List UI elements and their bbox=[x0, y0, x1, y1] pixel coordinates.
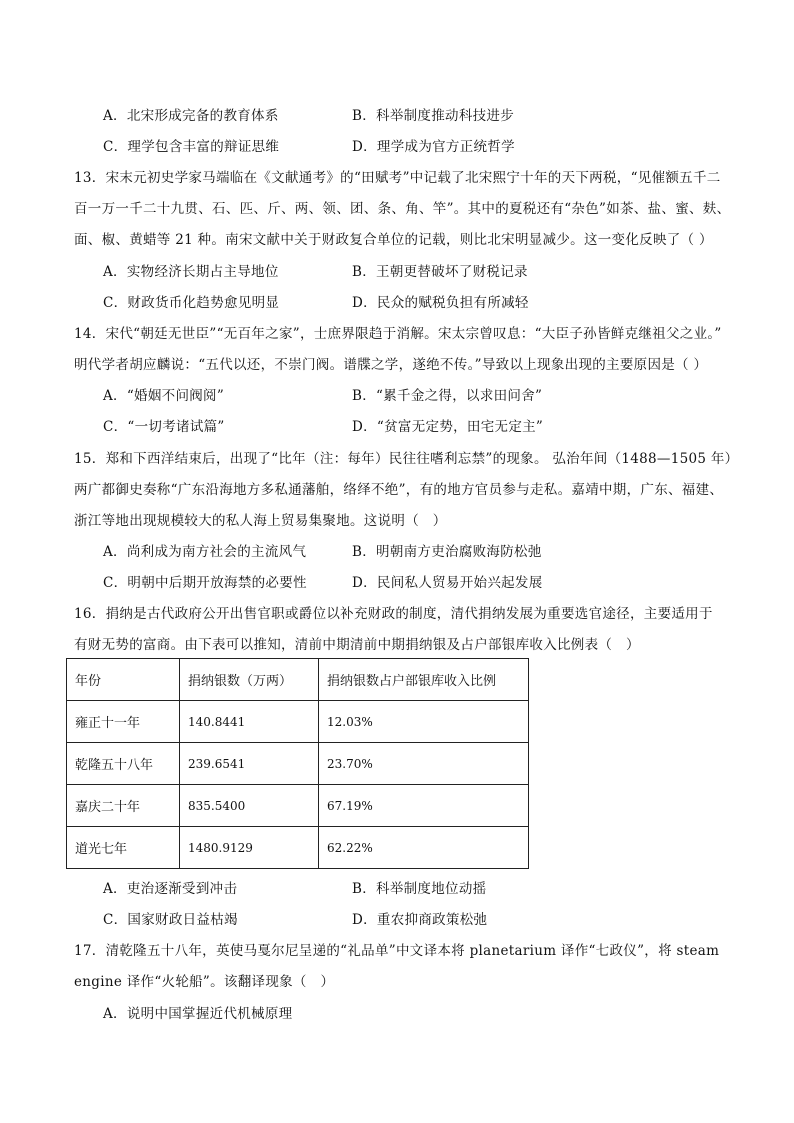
q15-option-b: B．明朝南方吏治腐败海防松弛 bbox=[352, 544, 542, 560]
table-cell-amount: 1480.9129 bbox=[180, 827, 319, 869]
q15-option-a: A．尚利成为南方社会的主流风气 bbox=[103, 544, 307, 560]
table-row bbox=[67, 701, 529, 743]
q12-option-a: A．北宋形成完备的教育体系 bbox=[103, 108, 279, 124]
q14-option-a: A．“婚姻不问阀阅” bbox=[103, 388, 225, 404]
table-cell-ratio: 67.19% bbox=[319, 785, 529, 827]
table-cell-amount: 239.6541 bbox=[180, 743, 319, 785]
q15-stem-line-3: 浙江等地出现规模较大的私人海上贸易集聚地。这说明（ ） bbox=[74, 513, 447, 529]
q13-option-b: B．王朝更替破坏了财税记录 bbox=[352, 264, 528, 280]
table-cell-amount: 835.5400 bbox=[180, 785, 319, 827]
table-cell-ratio: 23.70% bbox=[319, 743, 529, 785]
table-cell-ratio: 62.22% bbox=[319, 827, 529, 869]
table-header-cell: 捐纳银数占户部银库收入比例 bbox=[319, 659, 529, 701]
q16-option-d: D．重农抑商政策松弛 bbox=[352, 912, 488, 928]
q14-option-d: D．“贫富无定势，田宅无定主” bbox=[352, 419, 544, 435]
q17-stem-line-2: engine 译作“火轮船”。该翻译现象（ ） bbox=[74, 974, 335, 990]
q15-option-d: D．民间私人贸易开始兴起发展 bbox=[352, 575, 543, 591]
table-cell-year: 乾隆五十八年 bbox=[67, 743, 180, 785]
table-row bbox=[67, 743, 529, 785]
q13-option-c: C．财政货币化趋势愈见明显 bbox=[103, 295, 280, 311]
q14-option-b: B．“累千金之得，以求田问舍” bbox=[352, 388, 543, 404]
q15-option-c: C．明朝中后期开放海禁的必要性 bbox=[103, 575, 307, 591]
table-cell-year: 道光七年 bbox=[67, 827, 180, 869]
q13-option-a: A．实物经济长期占主导地位 bbox=[103, 264, 279, 280]
q12-option-b: B．科举制度推动科技进步 bbox=[352, 108, 515, 124]
q13-stem-line-3: 面、椒、黄蜡等 21 种。南宋文献中关于财政复合单位的记载，则比北宋明显减少。这一变化反映了（ ） bbox=[74, 232, 713, 248]
table-row bbox=[67, 785, 529, 827]
table-header-cell: 捐纳银数（万两） bbox=[180, 659, 319, 701]
q16-option-a: A．吏治逐渐受到冲击 bbox=[103, 881, 238, 897]
q17-stem-line-1: 17．清乾隆五十八年，英使马戛尔尼呈递的“礼品单”中文译本将 planetarium 译作“七政仪”，将 steam bbox=[74, 943, 720, 959]
table-row bbox=[67, 827, 529, 869]
table-cell-year: 雍正十一年 bbox=[67, 701, 180, 743]
q16-stem-line-2: 有财无势的富商。由下表可以推知，清前中期清前中期捐纳银及占户部银库收入比例表（ ） bbox=[74, 637, 640, 653]
q16-stem-line-1: 16．捐纳是古代政府公开出售官职或爵位以补充财政的制度，清代捐纳发展为重要选官途径，主要适用于 bbox=[74, 606, 713, 622]
q13-option-d: D．民众的赋税负担有所减轻 bbox=[352, 295, 529, 311]
q16-option-b: B．科举制度地位动摇 bbox=[352, 881, 487, 897]
q17-option-a: A．说明中国掌握近代机械原理 bbox=[103, 1006, 293, 1022]
table-cell-amount: 140.8441 bbox=[180, 701, 319, 743]
q12-option-c: C．理学包含丰富的辩证思维 bbox=[103, 139, 280, 155]
table-header-cell: 年份 bbox=[67, 659, 180, 701]
table-cell-year: 嘉庆二十年 bbox=[67, 785, 180, 827]
q14-option-c: C．“一切考诸试篇” bbox=[103, 419, 225, 435]
table-header-row bbox=[67, 659, 529, 701]
q13-stem-line-1: 13．宋末元初史学家马端临在《文献通考》的“田赋考”中记载了北宋熙宁十年的天下两税，“见催额五千二 bbox=[74, 170, 721, 186]
q16-option-c: C．国家财政日益枯竭 bbox=[103, 912, 238, 928]
q15-stem-line-1: 15．郑和下西洋结束后，出现了“比年（注：每年）民往往嗜利忘禁”的现象。 弘治年间（1488—1505 年） bbox=[74, 451, 739, 467]
table-cell-ratio: 12.03% bbox=[319, 701, 529, 743]
q13-stem-line-2: 百一万一千二十九贯、石、匹、斤、两、领、团、条、角、竿”。其中的夏税还有“杂色”如茶、盐、蜜、麸、 bbox=[74, 201, 731, 217]
q14-stem-line-1: 14．宋代“朝廷无世臣”“无百年之家”，士庶界限趋于消解。宋太宗曾叹息：“大臣子孙皆鲜克继祖父之业。” bbox=[74, 326, 722, 342]
q15-stem-line-2: 两广都御史奏称“广东沿海地方多私通藩舶，络绎不绝”，有的地方官员参与走私。嘉靖中期，广东、福建、 bbox=[74, 482, 724, 498]
q12-option-d: D．理学成为官方正统哲学 bbox=[352, 139, 515, 155]
donation-table bbox=[66, 658, 529, 869]
q14-stem-line-2: 明代学者胡应麟说：“五代以还，不崇门阀。谱牒之学，遂绝不传。”导致以上现象出现的主要原因是（ ） bbox=[74, 357, 708, 373]
